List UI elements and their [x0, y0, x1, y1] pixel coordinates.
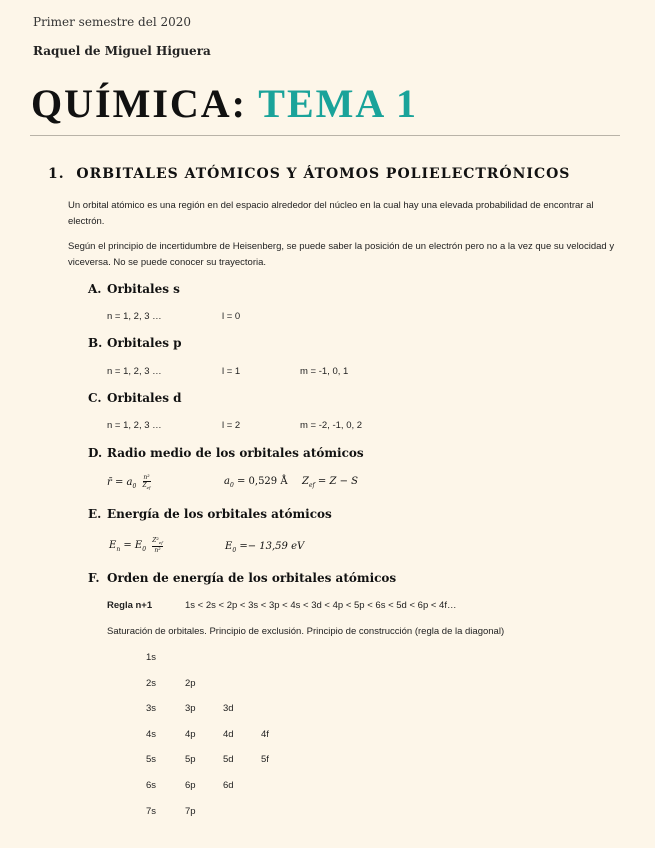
orbital-cell: 5p	[185, 754, 196, 765]
formula-orbital-energy-sub: n	[116, 546, 121, 554]
formula-ground-energy-sub: 0	[232, 547, 237, 554]
title-main: QUÍMICA:	[31, 81, 259, 126]
formula-mean-radius-denominator: Z	[142, 482, 147, 489]
orbital-p-n: n = 1, 2, 3 …	[107, 366, 162, 377]
subsection-b-heading	[88, 336, 182, 350]
formula-orbital-energy-mid: = E	[120, 540, 143, 552]
formula-orbital-energy-numerator: Z²	[152, 537, 159, 544]
subsection-b-title: Orbitales p	[107, 336, 182, 350]
orbital-cell: 4f	[261, 729, 269, 740]
subsection-a-title: Orbitales s	[107, 282, 180, 296]
rule-n1-order: 1s < 2s < 2p < 3s < 3p < 4s < 3d < 4p < 5p < 6s < 5d < 6p < 4f…	[185, 600, 457, 611]
orbital-cell: 5f	[261, 754, 269, 765]
formula-effective-charge-rhs: = Z − S	[314, 476, 359, 487]
orbital-s-n: n = 1, 2, 3 …	[107, 311, 162, 322]
orbital-cell: 3p	[185, 703, 196, 714]
formula-bohr-radius	[224, 476, 288, 489]
subsection-c-heading	[88, 391, 182, 405]
subsection-e-letter: E.	[88, 507, 102, 521]
orbital-cell: 2s	[146, 678, 157, 689]
paragraph-orbital-definition: Un orbital atómico es una región en del espacio alrededor del núcleo en la cual hay una elevada probabilidad de encontrar al electrón.	[68, 200, 594, 227]
orbital-cell: 7p	[185, 806, 196, 817]
orbital-cell: 5s	[146, 754, 157, 765]
orbital-d-m: m = -2, -1, 0, 2	[300, 420, 363, 431]
subsection-b-letter: B.	[88, 336, 103, 350]
orbital-d-l: l = 2	[222, 420, 241, 431]
title-accent: TEMA 1	[258, 81, 419, 126]
subsection-f-letter: F.	[88, 571, 100, 585]
subsection-e-title: Energía de los orbitales atómicos	[107, 507, 332, 521]
orbital-cell: 3s	[146, 703, 157, 714]
orbital-cell: 7s	[146, 806, 157, 817]
orbital-cell: 6s	[146, 780, 157, 791]
formula-mean-radius-sub: 0	[132, 483, 137, 491]
formula-mean-radius-lhs: r̄ = a	[107, 477, 133, 489]
formula-mean-radius-numerator: n²	[143, 474, 150, 481]
rule-n1-label: Regla n+1	[107, 600, 153, 611]
formula-bohr-radius-sub: 0	[229, 482, 234, 489]
orbital-cell: 6p	[185, 780, 196, 791]
orbital-cell: 4d	[223, 729, 234, 740]
formula-ground-energy-rhs: =− 13,59 eV	[236, 541, 305, 552]
subsection-e-heading	[88, 507, 332, 521]
orbital-cell: 6d	[223, 780, 234, 791]
orbital-cell: 2p	[185, 678, 196, 689]
section-number: 1.	[48, 166, 65, 182]
section-heading	[48, 166, 570, 182]
subsection-c-letter: C.	[88, 391, 102, 405]
orbital-cell: 5d	[223, 754, 234, 765]
formula-ground-energy	[225, 541, 304, 554]
formula-mean-radius-denominator-sub: ef	[146, 485, 151, 491]
formula-effective-charge	[302, 476, 358, 489]
formula-effective-charge-lhs: Z	[302, 476, 309, 487]
orbital-cell: 4p	[185, 729, 196, 740]
orbital-cell: 4s	[146, 729, 157, 740]
orbital-s-l: l = 0	[222, 311, 241, 322]
formula-orbital-energy-lhs: E	[109, 540, 117, 552]
semester-label: Primer semestre del 2020	[33, 15, 192, 29]
formula-orbital-energy	[109, 537, 163, 554]
formula-bohr-radius-rhs: = 0,529 Å	[233, 476, 288, 487]
subsection-d-letter: D.	[88, 446, 103, 460]
author-name: Raquel de Miguel Higuera	[33, 44, 211, 58]
saturation-text: Saturación de orbitales. Principio de exclusión. Principio de construcción (regla de la diagonal)	[107, 626, 505, 637]
subsection-d-title: Radio medio de los orbitales atómicos	[107, 446, 364, 460]
subsection-f-heading	[88, 571, 396, 585]
formula-orbital-energy-fraction	[152, 537, 162, 554]
formula-ground-energy-lhs: E	[225, 541, 233, 552]
formula-orbital-energy-denominator: n²	[154, 547, 161, 555]
page-title	[31, 80, 418, 127]
formula-mean-radius	[107, 474, 151, 491]
subsection-f-title: Orden de energía de los orbitales atómicos	[107, 571, 397, 585]
subsection-a-heading	[88, 282, 180, 296]
paragraph-heisenberg: Según el principio de incertidumbre de Heisenberg, se puede saber la posición de un electrón pero no a la vez que su velocidad y viceversa. No se puede conocer su trayectoria.	[68, 241, 615, 268]
subsection-a-letter: A.	[88, 282, 102, 296]
orbital-p-l: l = 1	[222, 366, 241, 377]
formula-mean-radius-fraction	[143, 474, 151, 491]
orbital-p-m: m = -1, 0, 1	[300, 366, 349, 377]
formula-bohr-radius-lhs: a	[224, 476, 230, 487]
subsection-c-title: Orbitales d	[107, 391, 182, 405]
title-divider	[30, 135, 620, 136]
orbital-d-n: n = 1, 2, 3 …	[107, 420, 162, 431]
orbital-cell: 3d	[223, 703, 234, 714]
orbital-cell: 1s	[146, 652, 157, 663]
section-title: ORBITALES ATÓMICOS Y ÁTOMOS POLIELECTRÓNICOS	[76, 166, 571, 182]
formula-orbital-energy-mid-sub: 0	[142, 546, 147, 554]
formula-effective-charge-sub: ef	[308, 482, 315, 489]
subsection-d-heading	[88, 446, 364, 460]
formula-orbital-energy-numerator-sub: ef	[158, 540, 163, 546]
